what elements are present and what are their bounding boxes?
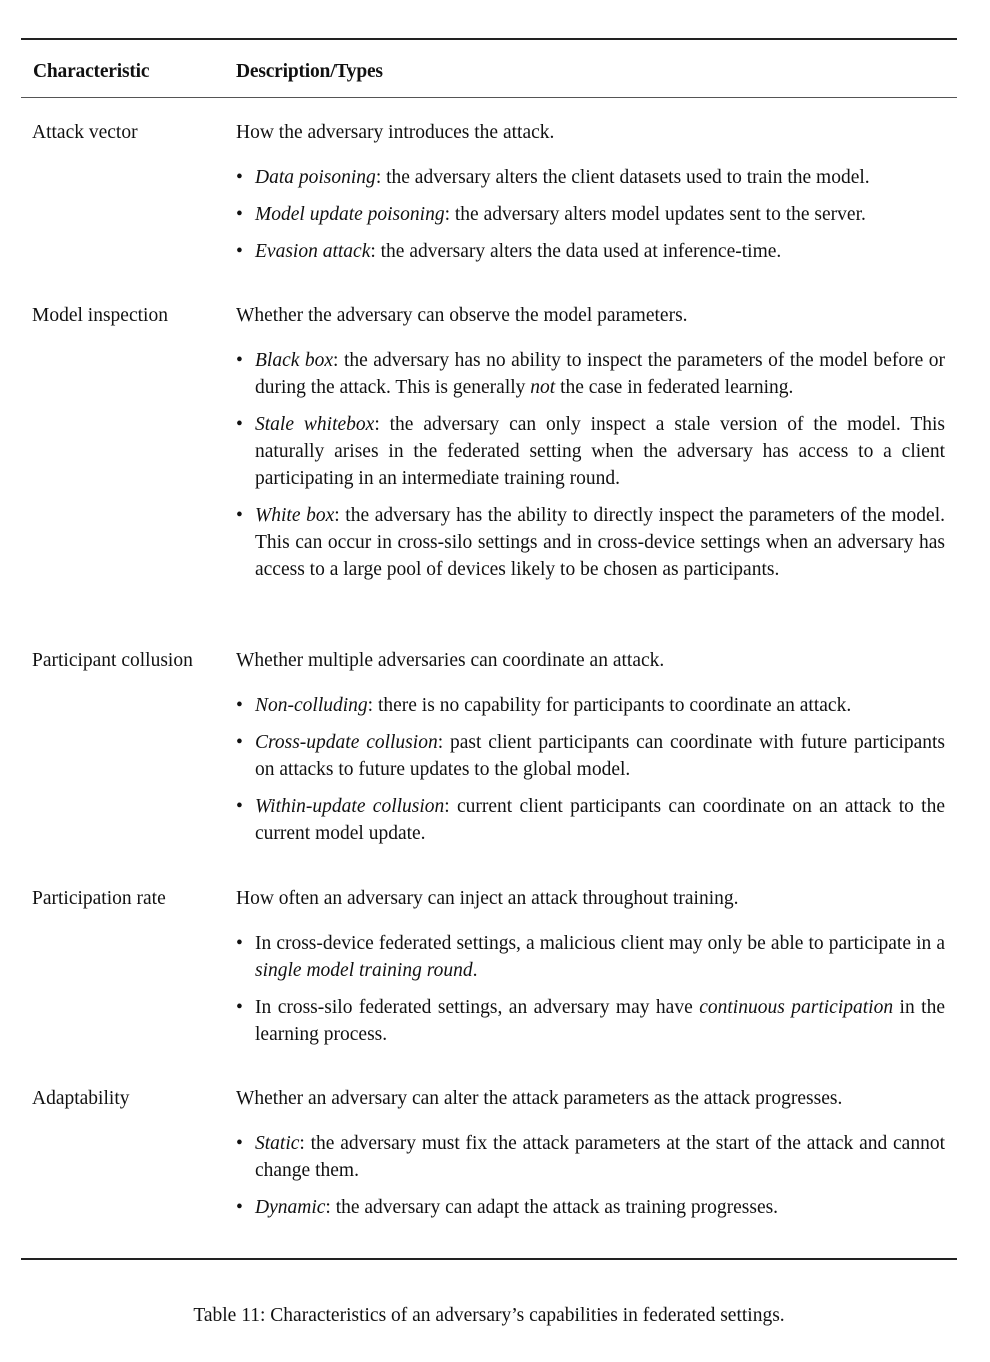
row-label: Model inspection bbox=[32, 305, 168, 326]
list-item: • Static: the adversary must fix the attack parameters at the start of the attack and cannot change them. bbox=[236, 1130, 945, 1184]
bullet-icon: • bbox=[236, 505, 243, 526]
list-item: • Model update poisoning: the adversary alters model updates sent to the server. bbox=[236, 201, 945, 228]
list-item: • In cross-silo federated settings, an adversary may have continuous participation in the learning process. bbox=[236, 994, 945, 1048]
bullet-icon: • bbox=[236, 997, 243, 1018]
row-description: Whether the adversary can observe the model parameters. bbox=[236, 305, 688, 326]
row-label: Participant collusion bbox=[32, 650, 193, 671]
bullet-icon: • bbox=[236, 933, 243, 954]
row-label: Adaptability bbox=[32, 1088, 130, 1109]
bullet-icon: • bbox=[236, 350, 243, 371]
list-item: • Stale whitebox: the adversary can only inspect a stale version of the model. This naturally arises in the federated setting when the adversary has access to a client participating in an intermediate training round. bbox=[236, 411, 945, 492]
bullet-icon: • bbox=[236, 414, 243, 435]
list-item: • White box: the adversary has the ability to directly inspect the parameters of the model. This can occur in cross-silo settings and in cross-device settings when an adversary has access to a large pool of devices likely to be chosen as participants. bbox=[236, 502, 945, 583]
header-characteristic: Characteristic bbox=[33, 61, 150, 82]
table-bottom-rule bbox=[21, 1258, 957, 1260]
row-description: How often an adversary can inject an attack throughout training. bbox=[236, 888, 739, 909]
row-description: Whether an adversary can alter the attack parameters as the attack progresses. bbox=[236, 1088, 843, 1109]
bullet-icon: • bbox=[236, 241, 243, 262]
bullet-icon: • bbox=[236, 695, 243, 716]
list-item: • Black box: the adversary has no ability to inspect the parameters of the model before or during the attack. This is generally not the case in federated learning. bbox=[236, 347, 945, 401]
bullet-icon: • bbox=[236, 732, 243, 753]
bullet-icon: • bbox=[236, 796, 243, 817]
table-header-rule bbox=[21, 97, 957, 98]
table-top-rule bbox=[21, 38, 957, 40]
row-description: Whether multiple adversaries can coordinate an attack. bbox=[236, 650, 665, 671]
row-label: Participation rate bbox=[32, 888, 166, 909]
bullet-icon: • bbox=[236, 167, 243, 188]
list-item: • Dynamic: the adversary can adapt the attack as training progresses. bbox=[236, 1194, 945, 1221]
row-description: How the adversary introduces the attack. bbox=[236, 122, 555, 143]
bullet-icon: • bbox=[236, 204, 243, 225]
list-item: • Evasion attack: the adversary alters the data used at inference-time. bbox=[236, 238, 945, 265]
row-label: Attack vector bbox=[32, 122, 138, 143]
bullet-icon: • bbox=[236, 1133, 243, 1154]
list-item: • In cross-device federated settings, a malicious client may only be able to participate in a single model training round. bbox=[236, 930, 945, 984]
list-item: • Within-update collusion: current client participants can coordinate on an attack to the current model update. bbox=[236, 793, 945, 847]
header-description: Description/Types bbox=[236, 61, 383, 82]
list-item: • Non-colluding: there is no capability for participants to coordinate an attack. bbox=[236, 692, 945, 719]
table-caption: Table 11: Characteristics of an adversary’s capabilities in federated settings. bbox=[193, 1305, 785, 1326]
list-item: • Cross-update collusion: past client participants can coordinate with future participants on attacks to future updates to the global model. bbox=[236, 729, 945, 783]
bullet-icon: • bbox=[236, 1197, 243, 1218]
list-item: • Data poisoning: the adversary alters the client datasets used to train the model. bbox=[236, 164, 945, 191]
